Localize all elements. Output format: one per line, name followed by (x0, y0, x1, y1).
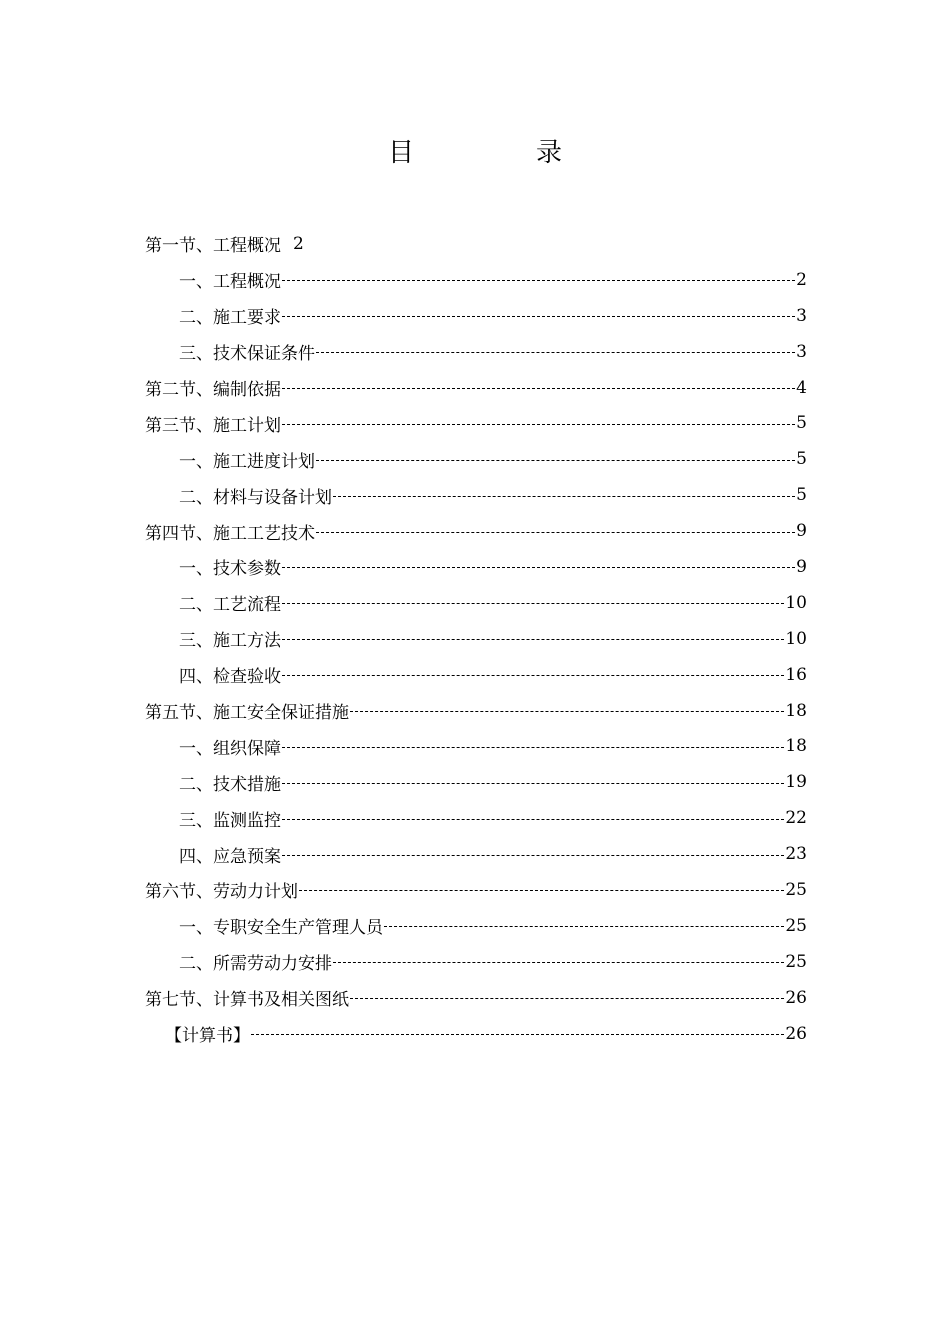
toc-leader-dashes (350, 711, 784, 712)
toc-page-number: 22 (785, 808, 807, 829)
toc-page-number: 2 (796, 269, 807, 290)
toc-page-number: 25 (785, 951, 807, 972)
toc-page-number: 3 (796, 341, 807, 362)
toc-entry[interactable] (145, 477, 807, 513)
toc-entry-label: 二、工艺流程 (179, 595, 281, 616)
toc-entry[interactable] (145, 944, 807, 980)
toc-page-number: 25 (785, 879, 807, 900)
toc-leader-dashes (333, 962, 784, 963)
toc-entry[interactable] (145, 334, 807, 370)
toc-entry[interactable] (145, 441, 807, 477)
toc-entry-label: 一、工程概况 (179, 272, 281, 293)
toc-entry[interactable] (145, 693, 807, 729)
toc-entry[interactable] (145, 370, 807, 406)
toc-page-number: 18 (785, 700, 807, 721)
toc-entry[interactable] (145, 585, 807, 621)
toc-leader-dashes (316, 460, 795, 461)
toc-entry-label: 第六节、劳动力计划 (145, 882, 298, 903)
toc-entry-label: 四、应急预案 (179, 846, 281, 867)
toc-leader-dashes (316, 352, 795, 353)
toc-entry[interactable] (145, 980, 807, 1016)
toc-page-number: 19 (785, 772, 807, 793)
toc-leader-dashes (384, 926, 784, 927)
toc-title: 目 录 (387, 138, 610, 168)
toc-page-number: 23 (785, 844, 807, 865)
toc-entry[interactable] (145, 621, 807, 657)
toc-leader-dashes (282, 316, 795, 317)
toc-leader-dashes (282, 567, 795, 568)
toc-entry[interactable] (145, 836, 807, 872)
toc-leader-dashes (282, 424, 795, 425)
toc-entry-label: 二、材料与设备计划 (179, 487, 332, 508)
toc-page-number: 26 (785, 987, 807, 1008)
toc-page-number: 26 (785, 1023, 807, 1044)
toc-entry-label: 二、技术措施 (179, 774, 281, 795)
toc-leader-dashes (282, 675, 784, 676)
toc-leader-dashes (282, 603, 784, 604)
toc-entry[interactable] (145, 872, 807, 908)
toc-leader-dashes (282, 747, 784, 748)
toc-page-number: 9 (796, 556, 807, 577)
toc-page-number: 3 (796, 305, 807, 326)
toc-entry-label: 一、施工进度计划 (179, 451, 315, 472)
toc-entry[interactable] (145, 513, 807, 549)
toc-entry-label: 【计算书】 (165, 1026, 250, 1047)
toc-entry-label: 第一节、工程概况 (145, 236, 281, 257)
toc-leader-dashes (316, 532, 795, 533)
toc-entry[interactable] (145, 262, 807, 298)
toc-entry-label: 三、技术保证条件 (179, 344, 315, 365)
toc-entry-label: 二、所需劳动力安排 (179, 954, 332, 975)
toc-entry-label: 三、施工方法 (179, 631, 281, 652)
toc-leader-dashes (333, 496, 795, 497)
toc-entry-label: 一、专职安全生产管理人员 (179, 918, 383, 939)
toc-leader-dashes (299, 890, 784, 891)
toc-entry[interactable] (145, 405, 807, 441)
toc-entry[interactable] (145, 908, 807, 944)
toc-entry[interactable] (145, 800, 807, 836)
toc-entry-label: 第五节、施工安全保证措施 (145, 703, 349, 724)
toc-page-number: 9 (796, 521, 807, 542)
toc-entry[interactable] (145, 226, 807, 262)
toc-page-number: 16 (785, 664, 807, 685)
toc-entry-label: 二、施工要求 (179, 308, 281, 329)
toc-page-number: 10 (785, 628, 807, 649)
toc-entry[interactable] (145, 764, 807, 800)
toc-entry-label: 第三节、施工计划 (145, 415, 281, 436)
toc-entry-label: 一、组织保障 (179, 738, 281, 759)
toc-leader-dashes (282, 783, 784, 784)
toc-entry[interactable] (145, 298, 807, 334)
toc-entry[interactable] (145, 1016, 807, 1052)
toc-entry-label: 第二节、编制依据 (145, 380, 281, 400)
toc-page-number: 10 (785, 592, 807, 613)
toc-entry[interactable] (145, 728, 807, 764)
toc-leader-dashes (251, 1034, 784, 1035)
toc-page-number: 5 (796, 449, 807, 470)
toc-entry-label: 一、技术参数 (179, 559, 281, 580)
toc-entry-label: 第七节、计算书及相关图纸 (145, 990, 349, 1011)
toc-page-number: 18 (785, 736, 807, 757)
toc-leader-dashes (282, 855, 784, 856)
toc-page-number: 4 (796, 377, 807, 398)
toc-entry-label: 四、检查验收 (179, 667, 281, 688)
toc-entry-label: 三、监测监控 (179, 810, 281, 831)
toc-leader-dashes (282, 388, 795, 389)
toc-page-number: 5 (796, 413, 807, 434)
toc-entry[interactable] (145, 657, 807, 693)
table-of-contents (145, 226, 807, 1051)
toc-page-number: 25 (785, 915, 807, 936)
toc-entry[interactable] (145, 549, 807, 585)
toc-leader-dashes (350, 998, 784, 999)
toc-leader-dashes (282, 639, 784, 640)
toc-page-number: 2 (293, 233, 304, 254)
toc-page-number: 5 (796, 485, 807, 506)
toc-entry-label: 第四节、施工工艺技术 (145, 523, 315, 544)
toc-leader-dashes (282, 280, 795, 281)
toc-leader-dashes (282, 819, 784, 820)
